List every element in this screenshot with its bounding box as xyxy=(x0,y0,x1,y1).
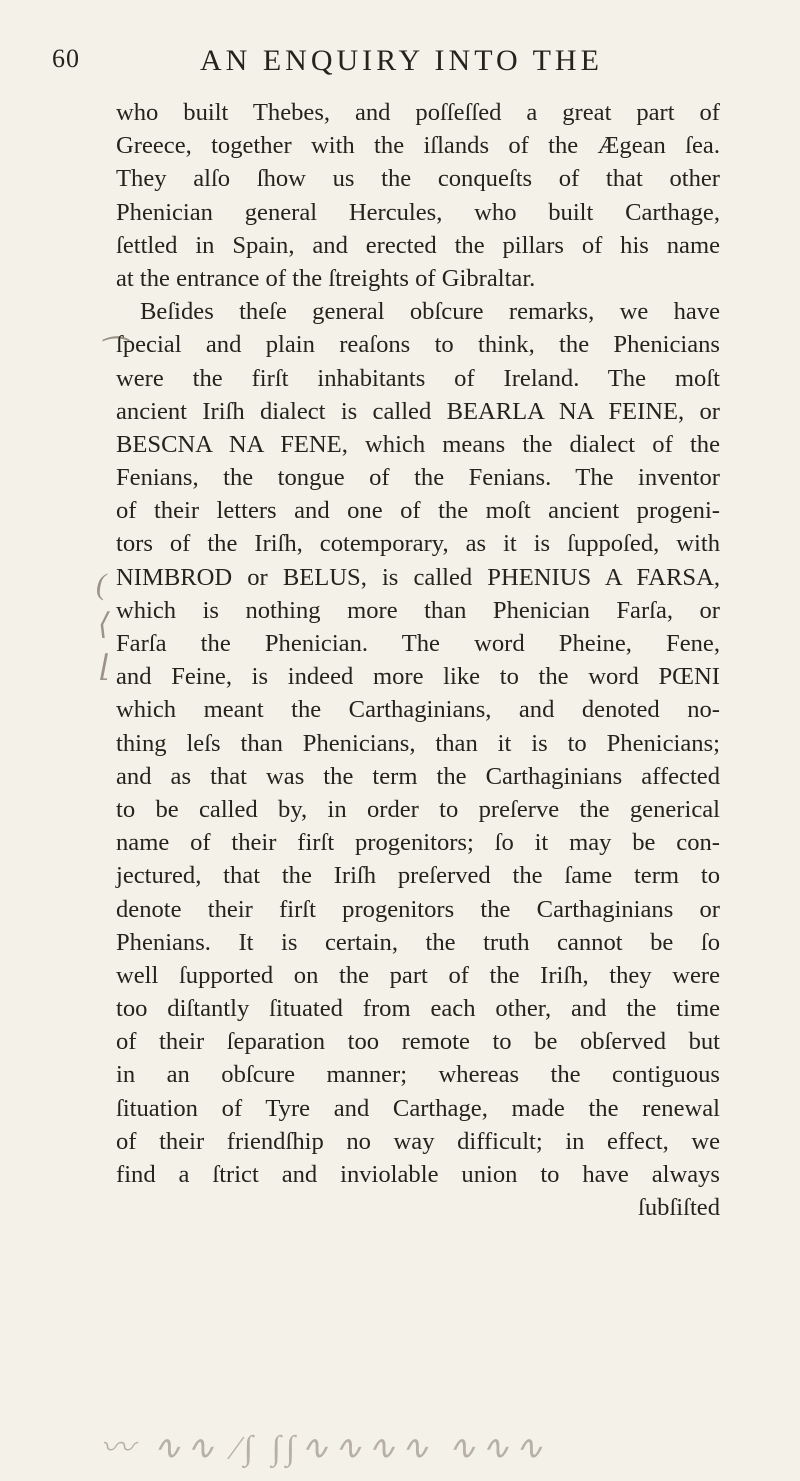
text-line: were the firſt inhabitants of Ireland. The moſt xyxy=(116,364,720,392)
page-header xyxy=(52,44,752,84)
text-line: find a ſtrict and inviolable union to have always xyxy=(116,1161,720,1188)
margin-pencil-mark: ⟨ xyxy=(98,608,110,641)
text-line: Phenician general Hercules, who built Carthage, xyxy=(116,198,720,226)
text-line: and Feine, is indeed more like to the word PŒNI xyxy=(116,663,720,691)
text-line: and as that was the term the Carthaginians affected xyxy=(116,762,720,790)
text-line: Phenians. It is certain, the truth cannot be ſo xyxy=(116,928,720,956)
handwritten-scrawl: 〰 ∿∿ ⁄∫ ∫∫∿∿∿∿ ∿∿∿ xyxy=(100,1430,549,1467)
text-line: which meant the Carthaginians, and denoted no- xyxy=(116,696,720,724)
text-line: of their friendſhip no way difficult; in effect, we xyxy=(116,1127,720,1155)
margin-pencil-mark: ⌊ xyxy=(100,650,112,683)
text-line: ſpecial and plain reaſons to think, the Phenicians xyxy=(116,331,720,359)
margin-pencil-mark: ⁀ xyxy=(98,338,123,371)
text-line: of their ſeparation too remote to be obſerved but xyxy=(116,1028,720,1056)
running-title: AN ENQUIRY INTO THE xyxy=(200,44,603,77)
text-line: who built Thebes, and poſſeſſed a great part of xyxy=(116,99,720,126)
text-line: ancient Iriſh dialect is called BEARLA NA FEINE, or xyxy=(116,397,720,425)
text-line: to be called by, in order to preſerve the generical xyxy=(116,795,720,823)
margin-pencil-mark: ( xyxy=(96,568,106,601)
text-line: name of their firſt progenitors; ſo it may be con- xyxy=(116,829,720,857)
text-line: which is nothing more than Phenician Farſa, or xyxy=(116,596,720,624)
text-line: Farſa the Phenician. The word Pheine, Fene, xyxy=(116,630,720,657)
catchword: ſubſiſted xyxy=(638,1194,720,1222)
page-number: 60 xyxy=(52,44,80,73)
text-line: BESCNA NA FENE, which means the dialect of the xyxy=(116,430,720,458)
text-line: of their letters and one of the moſt ancient progeni- xyxy=(116,497,720,525)
text-line: thing leſs than Phenicians, than it is to Phenicians; xyxy=(116,729,720,757)
text-line: denote their firſt progenitors the Carthaginians or xyxy=(116,895,720,923)
text-line: at the entrance of the ſtreights of Gibraltar. xyxy=(116,264,536,292)
text-line: tors of the Iriſh, cotemporary, as it is ſuppoſed, with xyxy=(116,530,720,558)
text-line: in an obſcure manner; whereas the contiguous xyxy=(116,1061,720,1089)
text-line: too diſtantly ſituated from each other, and the time xyxy=(116,995,720,1023)
body-text xyxy=(116,96,720,1224)
text-line: Fenians, the tongue of the Fenians. The inventor xyxy=(116,464,720,492)
text-line: ſettled in Spain, and erected the pillars of his name xyxy=(116,231,720,259)
text-line: Greece, together with the iſlands of the Ægean ſea. xyxy=(116,132,720,160)
text-line: ſituation of Tyre and Carthage, made the renewal xyxy=(116,1094,720,1122)
text-line: They alſo ſhow us the conqueſts of that other xyxy=(116,165,720,193)
text-line: Beſides theſe general obſcure remarks, we have xyxy=(140,298,720,326)
text-line: well ſupported on the part of the Iriſh, they were xyxy=(116,961,720,989)
text-line: NIMBROD or BELUS, is called PHENIUS A FARSA, xyxy=(116,563,720,591)
text-line: jectured, that the Iriſh preſerved the ſame term to xyxy=(116,862,720,890)
